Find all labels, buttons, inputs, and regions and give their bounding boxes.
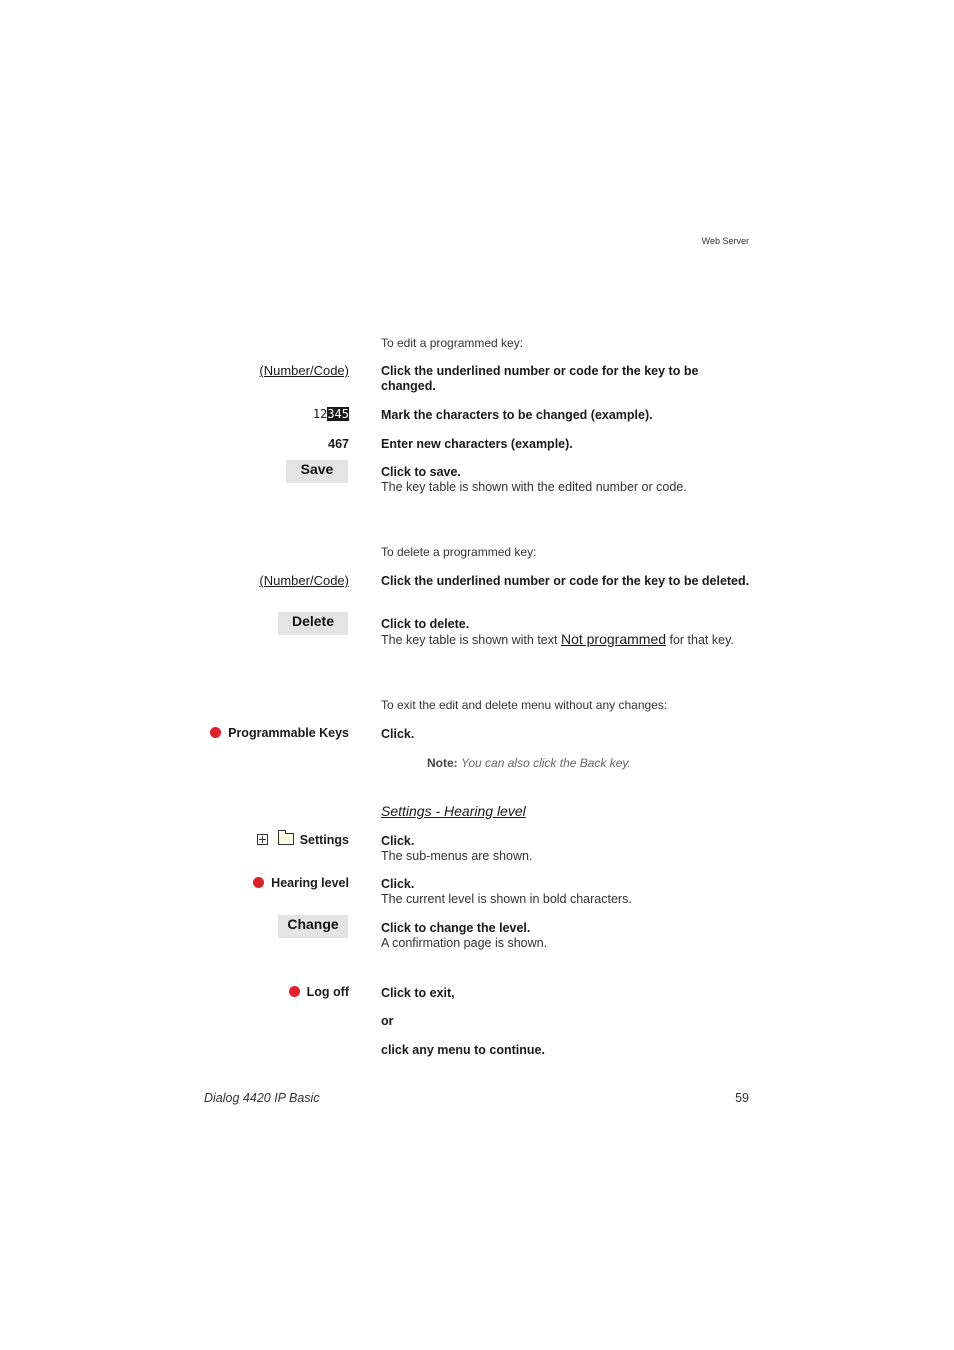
settings-step-detail: The sub-menus are shown. — [381, 849, 533, 863]
hearing-step-label: Click. — [381, 877, 415, 891]
edit-step-mark: Mark the characters to be changed (example). — [381, 408, 653, 422]
running-header: Web Server — [701, 236, 749, 246]
change-button[interactable]: Change — [278, 915, 348, 938]
note: Note: You can also click the Back key. — [427, 756, 631, 770]
change-step-label: Click to change the level. — [381, 921, 531, 935]
edit-step-save-label: Click to save. — [381, 465, 461, 479]
hearing-step — [381, 877, 751, 907]
footer-product-name: Dialog 4420 IP Basic — [204, 1091, 320, 1105]
delete-step-click-label: Click to delete. — [381, 617, 470, 631]
new-characters-example: 467 — [328, 437, 349, 451]
bullet-icon — [289, 986, 300, 997]
edit-intro: To edit a programmed key: — [381, 336, 524, 350]
edit-step-save-detail: The key table is shown with the edited number or code. — [381, 480, 687, 494]
save-button[interactable]: Save — [286, 460, 348, 483]
hearing-step-detail: The current level is shown in bold characters. — [381, 892, 632, 906]
bullet-icon — [253, 877, 264, 888]
hearing-level-menu-item[interactable]: Hearing level — [253, 876, 349, 890]
bullet-icon — [210, 727, 221, 738]
not-programmed-link[interactable]: Not programmed — [560, 631, 667, 647]
edit-number-code-link[interactable]: (Number/Code) — [259, 363, 349, 378]
delete-step-click — [381, 617, 751, 648]
delete-step-detail: The key table is shown with text Not programmed for that key. — [381, 631, 734, 647]
exit-step-click: Click. — [381, 727, 415, 741]
edit-step-enter: Enter new characters (example). — [381, 437, 573, 451]
delete-step-click-number: Click the underlined number or code for the key to be deleted. — [381, 574, 750, 588]
edit-step-click-number: Click the underlined number or code for the key to be changed. — [381, 364, 699, 393]
edit-step-save — [381, 465, 751, 495]
log-off-menu-item[interactable]: Log off — [289, 985, 349, 999]
marked-characters-example: 12345 — [312, 407, 349, 421]
delete-number-code-link[interactable]: (Number/Code) — [259, 573, 349, 588]
folder-icon — [278, 833, 294, 845]
programmable-keys-menu-item[interactable]: Programmable Keys — [210, 726, 349, 740]
settings-menu-item[interactable]: Settings — [257, 833, 349, 847]
logoff-step: Click to exit, — [381, 986, 455, 1000]
or-text: or — [381, 1014, 394, 1028]
change-step — [381, 921, 751, 951]
delete-intro: To delete a programmed key: — [381, 545, 537, 559]
settings-step — [381, 834, 751, 864]
change-step-detail: A confirmation page is shown. — [381, 936, 548, 950]
page-number: 59 — [735, 1091, 749, 1105]
expand-icon[interactable] — [257, 834, 268, 845]
exit-intro: To exit the edit and delete menu without any changes: — [381, 698, 668, 712]
continue-step: click any menu to continue. — [381, 1043, 545, 1057]
delete-button[interactable]: Delete — [278, 612, 348, 635]
settings-step-label: Click. — [381, 834, 415, 848]
section-title-hearing-level: Settings - Hearing level — [381, 803, 526, 819]
